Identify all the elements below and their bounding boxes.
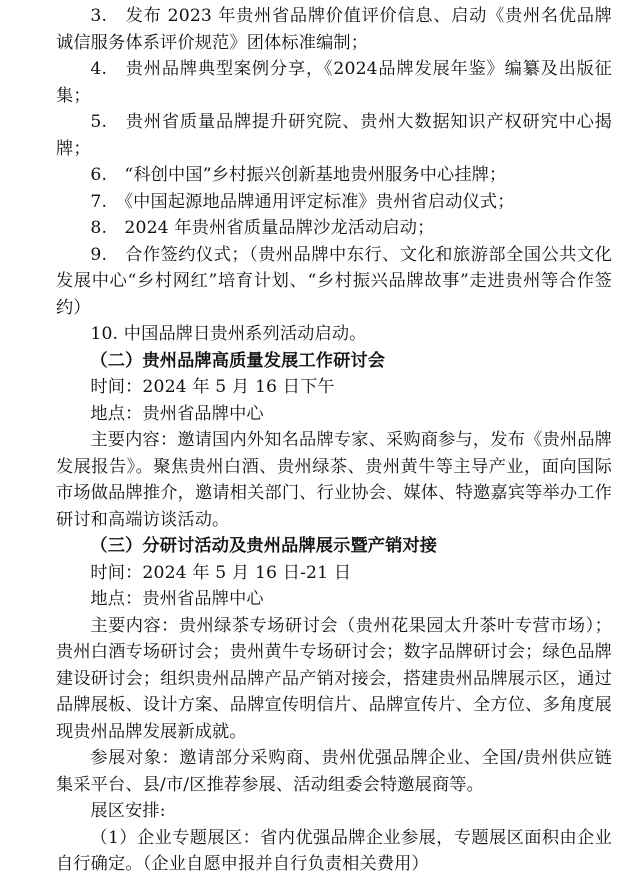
section-3-heading: （三）分研讨活动及贵州品牌展示暨产销对接 xyxy=(90,536,438,556)
list-item-4: 4. 贵州品牌典型案例分享，《2024品牌发展年鉴》编纂及出版征集； xyxy=(56,59,612,106)
section-3-time: 时间：2024 年 5 月 16 日-21 日 xyxy=(90,562,352,583)
section-2-content: 主要内容：邀请国内外知名品牌专家、采购商参与，发布《贵州品牌发展报告》。聚焦贵州白酒、贵州绿茶、贵州黄牛等主导产业，面向国际市场做品牌推介，邀请相关部门、行业协会、媒体、特邀嘉宾等举办工作研讨和高端访谈活动。 xyxy=(56,430,612,530)
list-item-7: 7. 《中国起源地品牌通用评定标准》贵州省启动仪式； xyxy=(90,191,515,212)
list-item-3: 3. 发布 2023 年贵州省品牌价值评价信息、启动《贵州名优品牌诚信服务体系评价规范》团体标准编制； xyxy=(56,6,612,53)
list-item-9: 9. 合作签约仪式；（贵州品牌中东行、文化和旅游部全国公共文化发展中心“乡村网红”培育计划、“乡村振兴品牌故事”走进贵州等合作签约） xyxy=(56,244,612,318)
section-2-heading: （二）贵州品牌高质量发展工作研讨会 xyxy=(90,350,386,371)
list-item-6: 6. “科创中国”乡村振兴创新基地贵州服务中心挂牌； xyxy=(90,165,507,185)
section-3-content: 主要内容：贵州绿茶专场研讨会（贵州花果园太升茶叶专营市场）；贵州白酒专场研讨会；贵州黄牛专场研讨会；数字品牌研讨会；绿色品牌建设研讨会；组织贵州品牌产品产销对接会，搭建贵州品牌展示区，通过品牌展板、设计方案、品牌宣传明信片、品牌宣传片、全方位、多角度展现贵州品牌发展新成就。 xyxy=(56,615,612,742)
section-2-place: 地点：贵州省品牌中心 xyxy=(90,403,264,424)
section-3-place: 地点：贵州省品牌中心 xyxy=(90,589,264,609)
section-3-exhibitors: 参展对象：邀请部分采购商、贵州优强品牌企业、全国/贵州供应链集采平台、县/市/区推荐参展、活动组委会特邀展商等。 xyxy=(56,748,612,795)
section-3-arrangement-label: 展区安排: xyxy=(90,801,166,821)
list-item-5: 5. 贵州省质量品牌提升研究院、贵州大数据知识产权研究中心揭牌； xyxy=(56,112,612,159)
list-item-10: 10. 中国品牌日贵州系列活动启动。 xyxy=(90,324,367,344)
list-item-8: 8. 2024 年贵州省质量品牌沙龙活动启动； xyxy=(90,218,435,238)
section-2-time: 时间：2024 年 5 月 16 日下午 xyxy=(90,377,335,397)
section-3-arrangement-1: （1）企业专题展区：省内优强品牌企业参展，专题展区面积由企业自行确定。（企业自愿申报并自行负责相关费用） xyxy=(56,827,612,874)
document-page xyxy=(56,3,612,878)
